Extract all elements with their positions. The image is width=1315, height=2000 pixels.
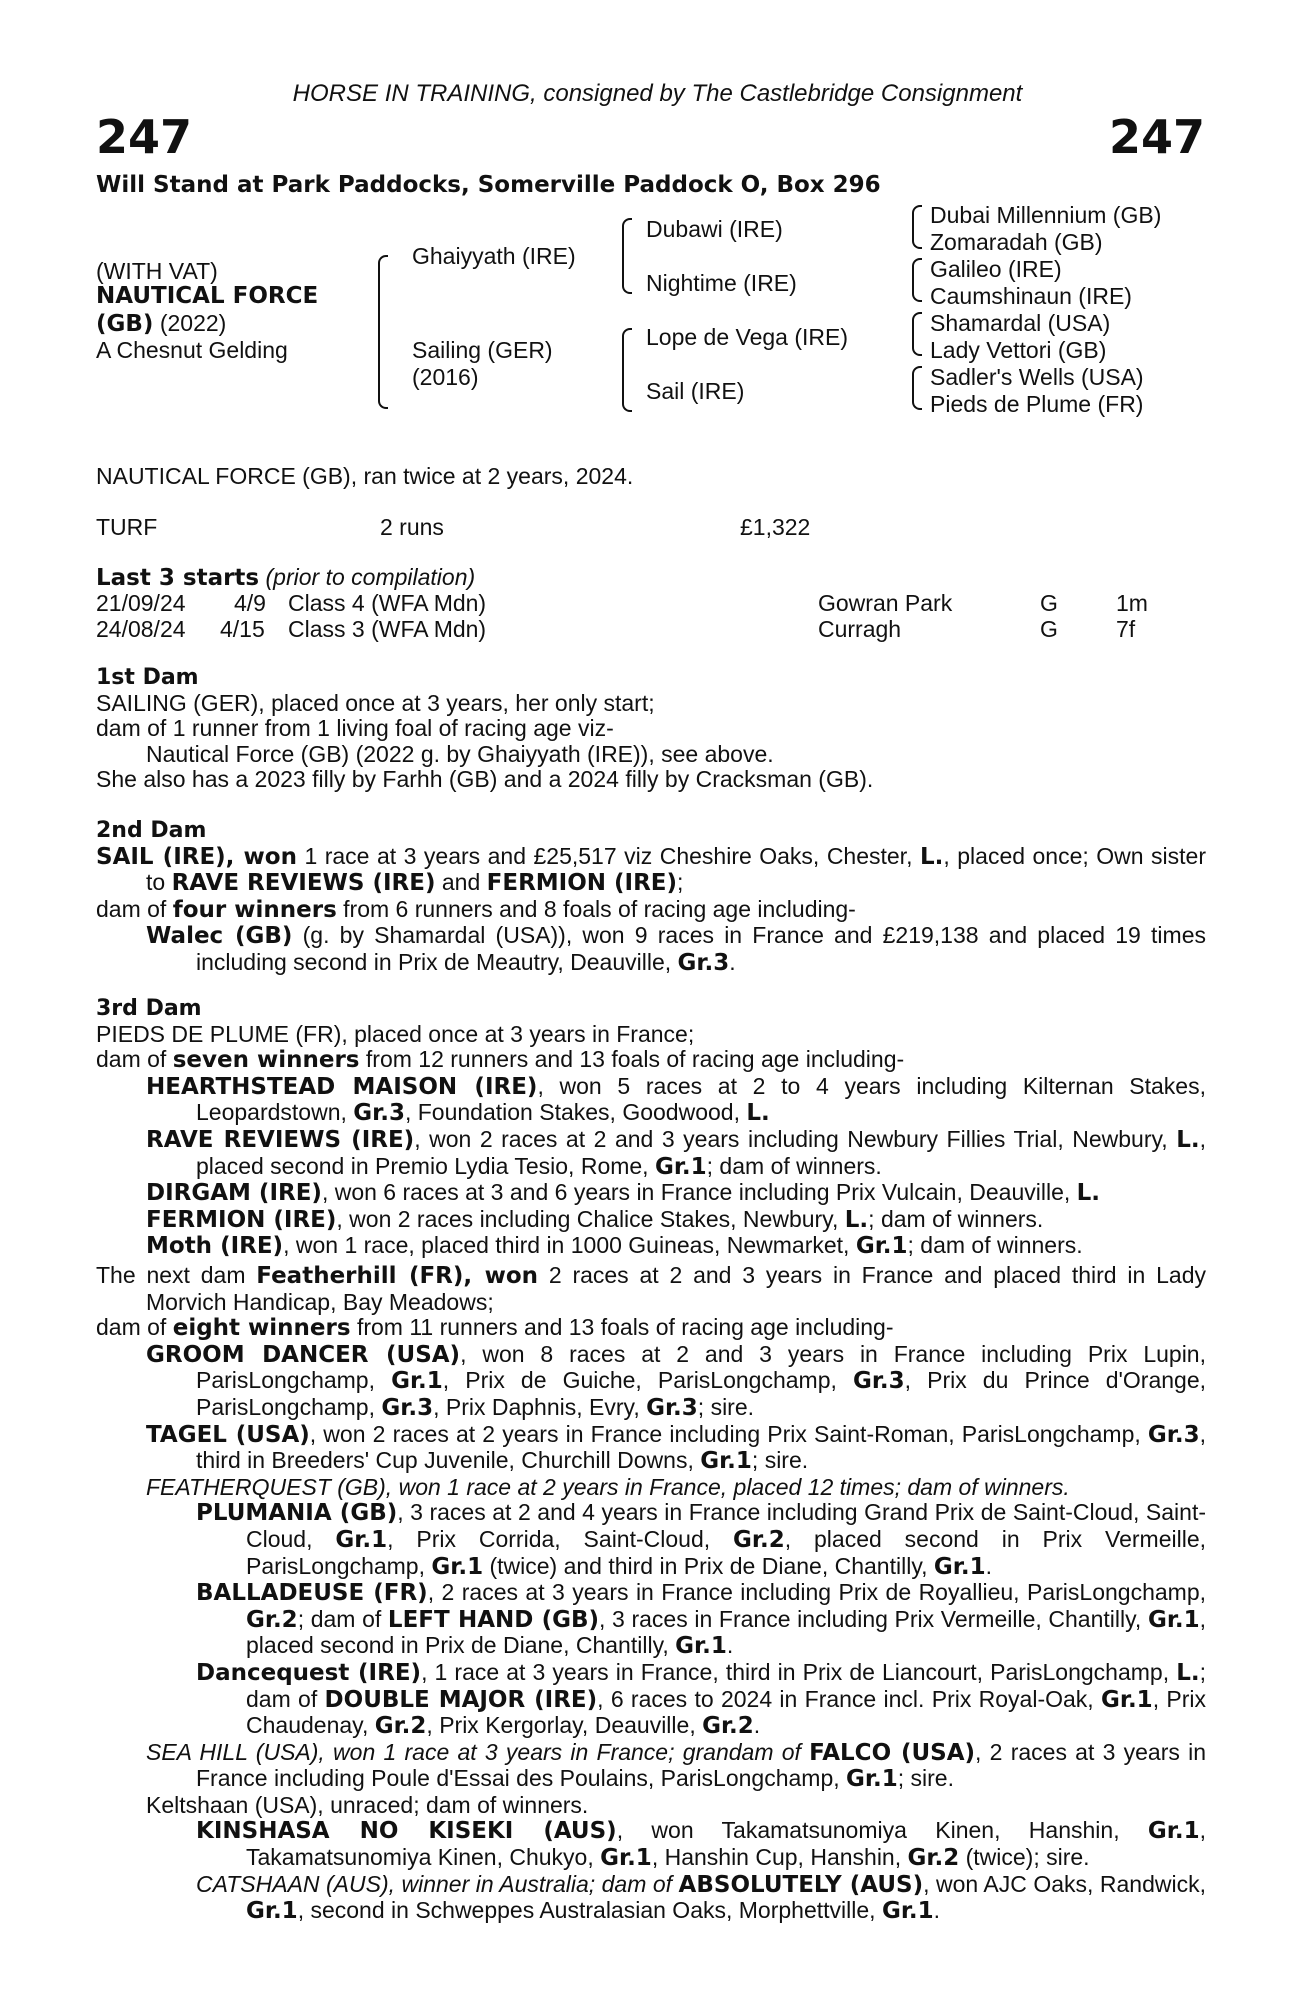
start-position: 4/15 — [220, 616, 265, 642]
pedigree-sire-dam: Nightime (IRE) — [646, 270, 797, 296]
pedigree-brace-sd — [912, 258, 922, 302]
next-dam-progeny: Keltshaan (USA), unraced; dam of winners. — [146, 1791, 589, 1818]
pedigree-brace-main — [378, 255, 388, 409]
third-dam-produce: dam of seven winners from 12 runners and 13 foals of racing age including- — [96, 1046, 905, 1074]
turf-runs: 2 runs — [380, 514, 444, 540]
granddaughter-progeny: CATSHAAN (AUS), winner in Australia; dam of ABSOLUTELY (AUS), won AJC Oaks, Randwick, Gr.1, second in Schweppes Australasian Oaks, Morphettville, Gr.1. — [196, 1870, 1206, 1925]
first-dam-section — [96, 665, 1206, 793]
start-going: G — [1040, 616, 1058, 642]
granddaughter-progeny: KINSHASA NO KISEKI (AUS), won Takamatsunomiya Kinen, Hanshin, Gr.1, Takamatsunomiya Kinen, Chukyo, Gr.1, Hanshin Cup, Hanshin, Gr.2 (twice); sire. — [196, 1817, 1206, 1872]
horse-description: A Chesnut Gelding — [96, 337, 288, 363]
pedigree-dam-dam: Sail (IRE) — [646, 378, 745, 404]
second-dam-progeny: Walec (GB) (g. by Shamardal (USA)), won 9 races in France and £219,138 and placed 19 times including second in Prix de Meautry, Deauville, Gr.3. — [146, 922, 1206, 976]
next-dam-progeny: TAGEL (USA), won 2 races at 2 years in France including Prix Saint-Roman, ParisLongchamp, Gr.3, third in Breeders' Cup Juvenile, Churchill Downs, Gr.1; sire. — [146, 1420, 1206, 1475]
pedigree-ssd: Zomaradah (GB) — [930, 229, 1103, 255]
pedigree-dam-year: (2016) — [412, 364, 479, 390]
third-dam-line: PIEDS DE PLUME (FR), placed once at 3 years in France; — [96, 1020, 695, 1047]
pedigree-sire-sire: Dubawi (IRE) — [646, 216, 783, 242]
third-dam-progeny: DIRGAM (IRE), won 6 races at 3 and 6 years in France including Prix Vulcain, Deauville, L. — [146, 1179, 1101, 1207]
vat-note: (WITH VAT) — [96, 258, 218, 284]
pedigree-sdd: Caumshinaun (IRE) — [930, 283, 1132, 309]
pedigree-dds: Sadler's Wells (USA) — [930, 364, 1144, 390]
pedigree-brace-dd — [912, 366, 922, 410]
start-course: Curragh — [818, 616, 902, 642]
pedigree-brace-ds — [912, 312, 922, 356]
pedigree-dsd: Lady Vettori (GB) — [930, 337, 1107, 363]
next-dam-progeny: GROOM DANCER (USA), won 8 races at 2 and 3 years in France including Prix Lupin, ParisLongchamp, Gr.1, Prix de Guiche, ParisLongchamp, Gr.3, Prix du Prince d'Orange, ParisLongchamp, Gr.3, Prix Daphnis, Evry, Gr.3; sire. — [146, 1340, 1207, 1421]
horse-origin-year: (GB) (2022) — [96, 310, 227, 337]
third-dam-title: 3rd Dam — [96, 996, 202, 1021]
next-dam-section — [96, 1263, 1206, 1925]
start-distance: 1m — [1116, 590, 1148, 616]
lot-number-right: 247 — [1108, 110, 1205, 164]
turf-label: TURF — [96, 514, 158, 540]
third-dam-progeny: FERMION (IRE), won 2 races including Chalice Stakes, Newbury, L.; dam of winners. — [146, 1205, 1044, 1233]
start-position: 4/9 — [234, 590, 266, 616]
next-dam-progeny: SEA HILL (USA), won 1 race at 3 years in France; grandam of FALCO (USA), 2 races at 3 years in France including Poule d'Essai des Poulains, ParisLongchamp, Gr.1; sire. — [146, 1738, 1206, 1793]
pedigree-sds: Galileo (IRE) — [930, 256, 1062, 282]
lot-number-left: 247 — [96, 110, 193, 164]
next-dam-progeny: FEATHERQUEST (GB), won 1 race at 2 years in France, placed 12 times; dam of winners. — [146, 1473, 1070, 1500]
next-dam-produce: dam of eight winners from 11 runners and 13 foals of racing age including- — [96, 1314, 894, 1342]
granddaughter-progeny: BALLADEUSE (FR), 2 races at 3 years in France including Prix de Royallieu, ParisLongchamp, Gr.2; dam of LEFT HAND (GB), 3 races in France including Prix Vermeille, Chantilly, Gr.1, placed second in Prix de Diane, Chantilly, Gr.1. — [196, 1579, 1207, 1660]
pedigree-brace-dam — [622, 328, 632, 412]
third-dam-progeny: RAVE REVIEWS (IRE), won 2 races at 2 and 3 years including Newbury Fillies Trial, Newbury, L., placed second in Premio Lydia Tesio, Rome, Gr.1; dam of winners. — [146, 1125, 1206, 1180]
start-class: Class 4 (WFA Mdn) — [288, 590, 487, 616]
granddaughter-progeny: PLUMANIA (GB), 3 races at 2 and 4 years in France including Grand Prix de Saint-Cloud, Saint-Cloud, Gr.1, Prix Corrida, Saint-Cloud, Gr.2, placed second in Prix Vermeille, ParisLongchamp, Gr.1 (twice) and third in Prix de Diane, Chantilly, Gr.1. — [196, 1499, 1207, 1580]
start-course: Gowran Park — [818, 590, 953, 616]
pedigree-ddd: Pieds de Plume (FR) — [930, 391, 1144, 417]
start-class: Class 3 (WFA Mdn) — [288, 616, 487, 642]
start-going: G — [1040, 590, 1058, 616]
next-dam-entry: The next dam Featherhill (FR), won 2 races at 2 and 3 years in France and placed third in Lady Morvich Handicap, Bay Meadows; — [96, 1262, 1206, 1315]
catalogue-header: HORSE IN TRAINING, consigned by The Castlebridge Consignment — [292, 80, 1023, 107]
second-dam-section — [96, 818, 1206, 977]
start-date: 24/08/24 — [96, 616, 186, 642]
second-dam-title: 2nd Dam — [96, 818, 207, 843]
second-dam-produce: dam of four winners from 6 runners and 8 foals of racing age including- — [96, 895, 856, 923]
stand-info: Will Stand at Park Paddocks, Somerville Paddock O, Box 296 — [96, 172, 881, 198]
granddaughter-progeny: Dancequest (IRE), 1 race at 3 years in France, third in Prix de Liancourt, ParisLongchamp, L.; dam of DOUBLE MAJOR (IRE), 6 races to 2024 in France incl. Prix Royal-Oak, Gr.1, Prix Chaudenay, Gr.2, Prix Kergorlay, Deauville, Gr.2. — [196, 1658, 1206, 1740]
last-starts-title: Last 3 starts (prior to compilation) — [96, 564, 476, 591]
third-dam-progeny: Moth (IRE), won 1 race, placed third in 1000 Guineas, Newmarket, Gr.1; dam of winners. — [146, 1232, 1083, 1260]
pedigree-dam: Sailing (GER) — [412, 337, 553, 363]
start-date: 21/09/24 — [96, 590, 186, 616]
horse-name: NAUTICAL FORCE — [96, 283, 319, 309]
first-dam-line: Nautical Force (GB) (2022 g. by Ghaiyyath (IRE)), see above. — [146, 740, 774, 767]
pedigree-brace-sire — [622, 218, 632, 294]
third-dam-section — [96, 996, 1206, 1260]
pedigree-sire: Ghaiyyath (IRE) — [412, 243, 576, 269]
first-dam-line: dam of 1 runner from 1 living foal of racing age viz- — [96, 715, 614, 742]
first-dam-line: She also has a 2023 filly by Farhh (GB) and a 2024 filly by Cracksman (GB). — [96, 766, 874, 793]
pedigree-sss: Dubai Millennium (GB) — [930, 202, 1162, 228]
third-dam-progeny: HEARTHSTEAD MAISON (IRE), won 5 races at 2 to 4 years including Kilternan Stakes, Leopardstown, Gr.3, Foundation Stakes, Goodwood, L. — [146, 1072, 1206, 1127]
first-dam-title: 1st Dam — [96, 665, 199, 690]
pedigree-dam-sire: Lope de Vega (IRE) — [646, 324, 849, 350]
start-distance: 7f — [1116, 616, 1136, 642]
race-summary: NAUTICAL FORCE (GB), ran twice at 2 years, 2024. — [96, 463, 634, 489]
second-dam-entry: SAIL (IRE), won 1 race at 3 years and £25,517 viz Cheshire Oaks, Chester, L., placed once; Own sister to RAVE REVIEWS (IRE) and FERMION (IRE); — [96, 842, 1207, 897]
turf-earnings: £1,322 — [740, 514, 811, 540]
pedigree-dss: Shamardal (USA) — [930, 310, 1111, 336]
pedigree-brace-ss — [912, 205, 922, 249]
first-dam-line: SAILING (GER), placed once at 3 years, her only start; — [96, 689, 655, 716]
